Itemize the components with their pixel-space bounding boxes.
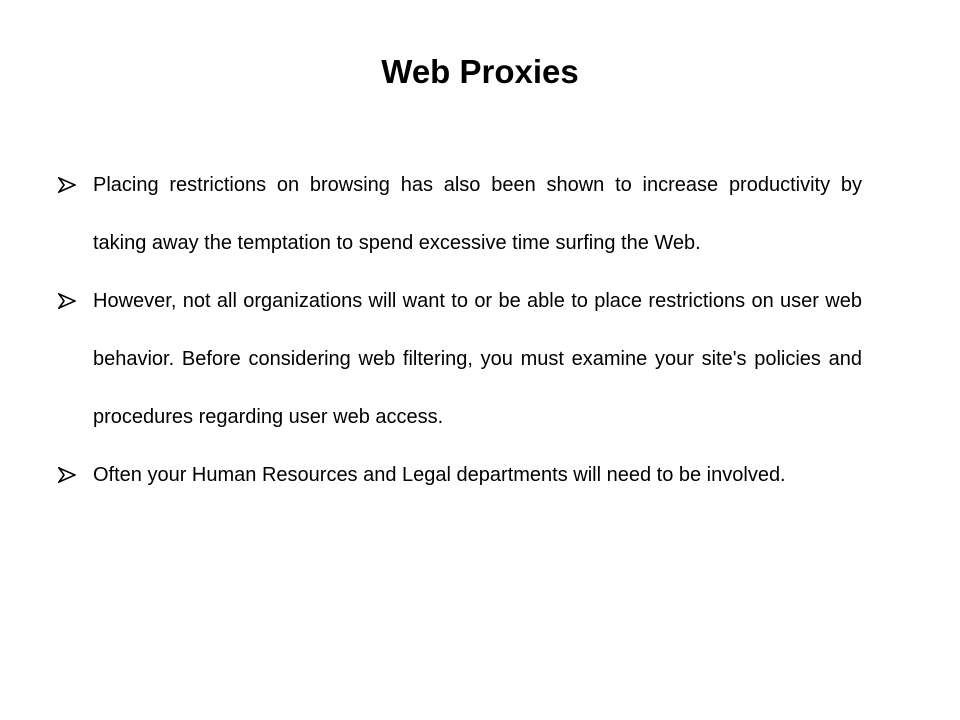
arrowhead-bullet-icon <box>58 293 76 309</box>
bullet-text: Often your Human Resources and Legal departments will need to be involved. <box>93 464 786 486</box>
bullet-item <box>58 156 862 272</box>
bullet-text: Placing restrictions on browsing has also been shown to increase productivity by taking away the temptation to spend excessive time surfing the Web. <box>93 174 862 254</box>
bullet-item <box>58 446 862 504</box>
bullet-text: However, not all organizations will want to or be able to place restrictions on user web behavior. Before considering web filtering, you must examine your site's policies and procedures regarding user web access. <box>93 290 862 428</box>
arrowhead-bullet-icon <box>58 467 76 483</box>
arrowhead-bullet-icon <box>58 177 76 193</box>
slide-title: Web Proxies <box>381 53 579 90</box>
bullet-item <box>58 272 862 446</box>
bullet-list <box>58 156 862 504</box>
